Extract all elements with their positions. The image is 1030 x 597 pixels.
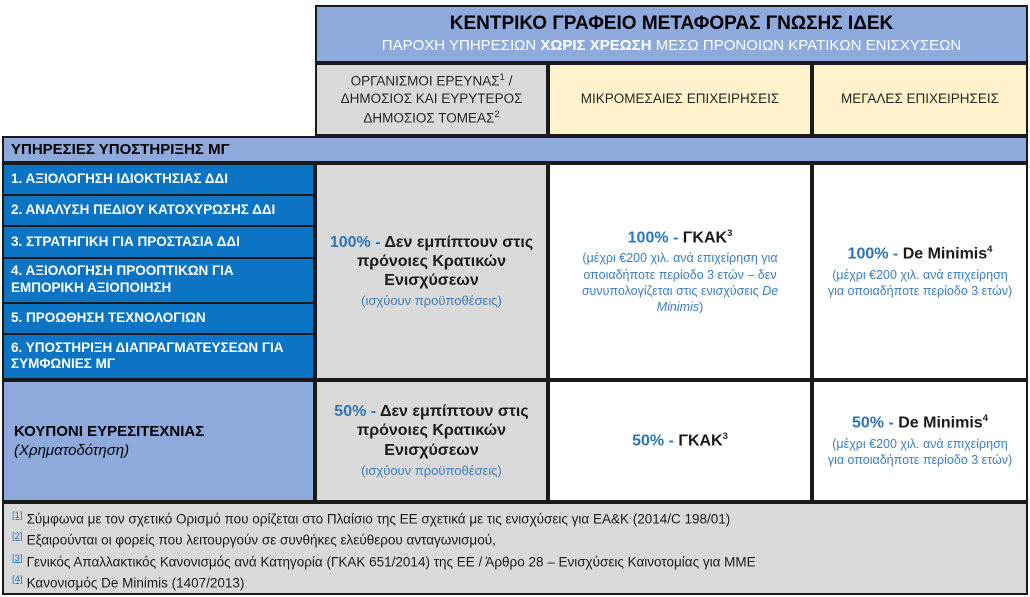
cell-voucher-large-enterprises: 50% - De Minimis$^4$ (μέχρι €200 χιλ. ανά επιχείρηση για οποιαδήποτε περίοδο 3 ετών) — [812, 380, 1028, 502]
footnote-marker-3[interactable]: [3] — [12, 552, 23, 564]
footnote-2: [2] Εξαιρούνται οι φορείς που λειτουργούν σε συνθήκες ελεύθερου ανταγωνισμού, — [12, 531, 496, 548]
page-subtitle: ΠΑΡΟΧΗ ΥΠΗΡΕΣΙΩΝ ΧΩΡΙΣ ΧΡΕΩΣΗ ΜΕΣΩ ΠΡΟΝΟΙΩΝ ΚΡΑΤΙΚΩΝ ΕΝΙΣΧΥΣΕΩΝ — [381, 36, 962, 54]
column-header-sme: ΜΙΚΡΟΜΕΣΑΙΕΣ ΕΠΙΧΕΙΡΗΣΕΙΣ — [548, 63, 812, 136]
service-item-2: 2. ΑΝΑΛΥΣΗ ΠΕΔΙΟΥ ΚΑΤΟΧΥΡΩΣΗΣ ΔΔΙ — [4, 196, 313, 227]
cell-services-sme: 100% - ΓΚΑΚ$^3$ (μέχρι €200 χιλ. ανά επιχείρηση για οποιαδήποτε περίοδο 3 ετών – δεν συνυπολογίζεται στις ενισχύσεις De Minimis) — [548, 163, 812, 380]
voucher-title: ΚΟΥΠΟΝΙ ΕΥΡΕΣΙΤΕΧΝΙΑΣ — [14, 423, 205, 440]
cell-note: (ισχύουν προϋποθέσεις) — [361, 462, 502, 478]
column-header-research-orgs: ΟΡΓΑΝΙΣΜΟΙ ΕΡΕΥΝΑΣ$^1$ / ΔΗΜΟΣΙΟΣ ΚΑΙ ΕΥΡΥΤΕΡΟΣ ΔΗΜΟΣΙΟΣ ΤΟΜΕΑΣ$^2$ — [315, 63, 548, 136]
percent-value: 100% - — [627, 229, 683, 247]
footnote-ref-4: 4 — [982, 413, 988, 425]
percent-value: 50% - — [334, 403, 380, 421]
percent-value: 100% - — [847, 245, 903, 263]
percent-value: 100% - — [329, 233, 385, 251]
service-item-4: 4. ΑΞΙΟΛΟΓΗΣΗ ΠΡΟΟΠΤΙΚΩΝ ΓΙΑ ΕΜΠΟΡΙΚΗ ΑΞΙΟΠΟΙΗΣΗ — [4, 259, 313, 304]
service-item-1: 1. ΑΞΙΟΛΟΓΗΣΗ ΙΔΙΟΚΤΗΣΙΑΣ ΔΔΙ — [4, 165, 313, 196]
voucher-row-label — [2, 380, 315, 502]
voucher-subtitle: (Χρηματοδότηση) — [14, 442, 130, 459]
percent-value: 50% - — [632, 432, 679, 450]
footnote-ref-3: 3 — [722, 431, 728, 443]
footnotes-panel — [2, 502, 1028, 595]
cell-services-research-orgs: 100% - Δεν εμπίπτουν στις πρόνοιες Κρατικών Ενισχύσεων (ισχύουν προϋποθέσεις) — [315, 163, 548, 380]
column-header-large-enterprises: ΜΕΓΑΛΕΣ ΕΠΙΧΕΙΡΗΣΕΙΣ — [812, 63, 1028, 136]
page-title: ΚΕΝΤΡΙΚΟ ΓΡΑΦΕΙΟ ΜΕΤΑΦΟΡΑΣ ΓΝΩΣΗΣ ΙΔΕΚ — [449, 13, 894, 35]
service-item-6: 6. ΥΠΟΣΤΗΡΙΞΗ ΔΙΑΠΡΑΓΜΑΤΕΥΣΕΩΝ ΓΙΑ ΣΥΜΦΩΝΙΕΣ ΜΓ — [4, 335, 313, 378]
services-band-label: ΥΠΗΡΕΣΙΕΣ ΥΠΟΣΤΗΡΙΞΗΣ ΜΓ — [2, 136, 1028, 163]
percent-value: 50% - — [851, 414, 899, 432]
footnote-marker-2[interactable]: [2] — [12, 531, 23, 543]
cell-note: (ισχύουν προϋποθέσεις) — [361, 293, 502, 309]
cell-note: (μέχρι €200 χιλ. ανά επιχείρηση για οποιαδήποτε περίοδο 3 ετών) — [827, 267, 1013, 298]
service-item-5: 5. ΠΡΟΩΘΗΣΗ ΤΕΧΝΟΛΟΓΙΩΝ — [4, 304, 313, 335]
footnote-ref-3: 3 — [727, 227, 733, 239]
footnote-ref-2: 2 — [494, 108, 500, 120]
footnote-ref-1: 1 — [499, 71, 505, 83]
cell-note: (μέχρι €200 χιλ. ανά επιχείρηση για οποιαδήποτε περίοδο 3 ετών – δεν συνυπολογίζεται στις ενισχύσεις De Minimis) — [581, 251, 779, 314]
services-list — [2, 163, 315, 380]
footnote-4: [4] Κανονισμός De Minimis (1407/2013) — [12, 574, 245, 591]
cell-voucher-sme: 50% - ΓΚΑΚ$^3$ — [548, 380, 812, 502]
cell-services-large-enterprises: 100% - De Minimis$^4$ (μέχρι €200 χιλ. ανά επιχείρηση για οποιαδήποτε περίοδο 3 ετών) — [812, 163, 1028, 380]
cell-note: (μέχρι €200 χιλ. ανά επιχείρηση για οποιαδήποτε περίοδο 3 ετών) — [827, 437, 1013, 468]
service-item-3: 3. ΣΤΡΑΤΗΓΙΚΗ ΓΙΑ ΠΡΟΣΤΑΣΙΑ ΔΔΙ — [4, 227, 313, 258]
footnote-1: [1] Σύμφωνα με τον σχετικό Ορισμό που ορίζεται στο Πλαίσιο της ΕΕ σχετικά με τις ενισχύσεις για ΕΑ&Κ (2014/C 198/01) — [12, 510, 731, 527]
table-header — [315, 5, 1028, 63]
footnote-marker-1[interactable]: [1] — [12, 510, 23, 521]
footnote-marker-4[interactable]: [4] — [12, 574, 23, 586]
footnote-ref-4: 4 — [987, 243, 993, 255]
cell-voucher-research-orgs: 50% - Δεν εμπίπτουν στις πρόνοιες Κρατικών Ενισχύσεων (ισχύουν προϋποθέσεις) — [315, 380, 548, 502]
footnote-3: [3] Γενικός Απαλλακτικός Κανονισμός ανά Κατηγορία (ΓΚΑΚ 651/2014) της ΕΕ / Άρθρο 28 – Ενισχύσεις Καινοτομίας για ΜΜΕ — [12, 552, 756, 570]
